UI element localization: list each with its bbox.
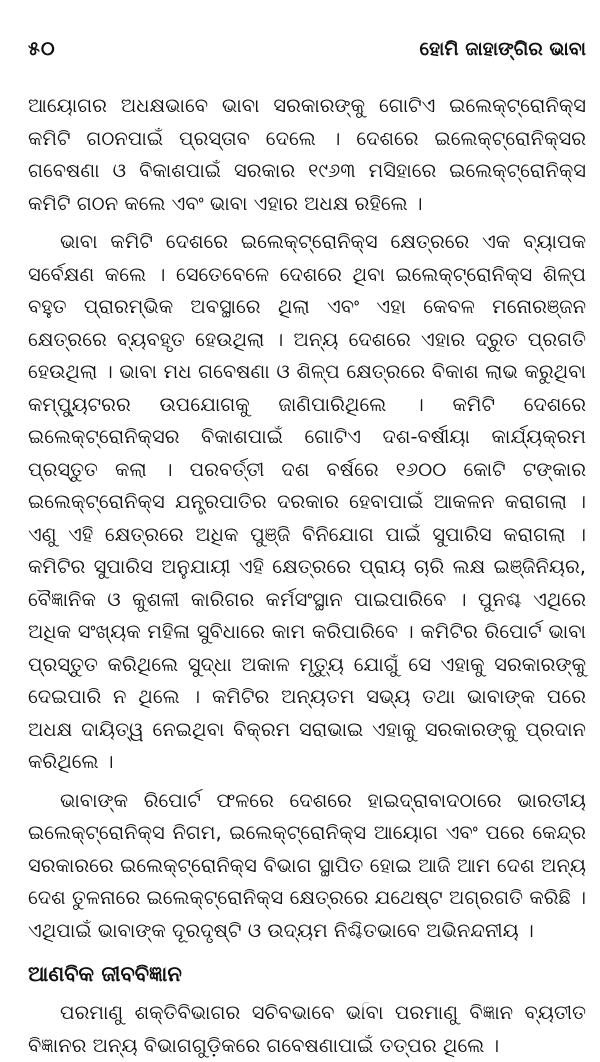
page-number: ୫୦ <box>28 38 56 60</box>
stray-ink-mark <box>362 1002 369 1013</box>
body-text <box>28 90 586 1062</box>
running-title: ହୋମି ଜାହାଙ୍ଗିର ଭାବା <box>419 38 586 60</box>
paragraph-1: ଆୟୋଗର ଅଧକ୍ଷଭାବେ ଭାବା ସରକାରଙ୍କୁ ଗୋଟିଏ ଇଲେକ୍‌ଟ୍ରୋନିକ୍‌ସ କମିଟି ଗଠନପାଇଁ ପ୍ରସ୍ତାବ ଦେଲେ । ଦେଶରେ ଇଲେକ୍‌ଟ୍ରୋନିକ୍‌ସର ଗବେଷଣା ଓ ବିକାଶପାଇଁ ସରକାର ୧୯୬୩ ମସିହାରେ ଇଲେକ୍‌ଟ୍ରୋନିକ୍‌ସ କମିଟି ଗଠନ କଲେ ଏବଂ ଭାବା ଏହାର ଅଧକ୍ଷ ରହିଲେ । <box>28 94 586 215</box>
paragraph-2: ଭାବା କମିଟି ଦେଶରେ ଇଲେକ୍‌ଟ୍ରୋନିକ୍‌ସ କ୍ଷେତ୍ରରେ ଏକ ବ୍ୟାପକ ସର୍ବେକ୍ଷଣ କଲେ । ସେତେବେଳେ ଦେଶରେ ଥିବା ଇଲେକ୍‌ଟ୍ରୋନିକ୍‌ସ ଶିଳ୍ପ ବହୁତ ପ୍ରାରମ୍ଭିକ ଅବସ୍ଥାରେ ଥିଲା ଏବଂ ଏହା କେବଳ ମନୋରଞ୍ଜନ କ୍ଷେତ୍ରରେ ବ୍ୟବହୃତ ହେଉଥିଲା । ଅନ୍ୟ ଦେଶରେ ଏହାର ଦ୍ରୁତ ପ୍ରଗତି ହେଉଥିଲା । ଭାବା ମଧ ଗବେଷଣା ଓ ଶିଳ୍ପ କ୍ଷେତ୍ରରେ ବିକାଶ ଲାଭ କରୁଥିବା କମ୍ପ୍ୟୁଟରର ଉପଯୋଗକୁ ଜାଣିପାରିଥିଲେ । କମିଟି ଦେଶରେ ଇଲେକ୍‌ଟ୍ରୋନିକ୍‌ସର ବିକାଶପାଇଁ ଗୋଟିଏ ଦଶ-ବର୍ଷୀୟା କାର୍ଯ୍ୟକ୍ରମ ପ୍ରସ୍ତୁତ କଲା । ପରବର୍ତ୍ତୀ ଦଶ ବର୍ଷରେ ୧୬୦୦ କୋଟି ଟଙ୍କାର ଇଲେକ୍‌ଟ୍ରୋନିକ୍‌ସ ଯନ୍ତ୍ରପାତିର ଦରକାର ହେବାପାଇଁ ଆକଳନ କରାଗଲା । ଏଣୁ ଏହି କ୍ଷେତ୍ରରେ ଅଧିକ ପୁଞ୍ଜି ବିନିଯୋଗ ପାଇଁ ସୁପାରିସ କରାଗଲା । କମିଟିର ସୁପାରିସ ଅନୁଯାୟୀ ଏହି କ୍ଷେତ୍ରରେ ପ୍ରାୟ ଚାରି ଲକ୍ଷ ଇଞ୍ଜିନିୟର, ବୈଜ୍ଞାନିକ ଓ କୁଶଳୀ କାରିଗର କର୍ମସଂସ୍ଥାନ ପାଇପାରିବେ । ପୁନଶ୍ଚ ଏଥିରେ ଅଧିକ ସଂଖ୍ୟକ ମହିଳା ସୁବିଧାରେ କାମ କରିପାରିବେ । କମିଟିର ରିପୋର୍ଟ ଭାବା ପ୍ରସ୍ତୁତ କରିଥିଲେ ସୁଦ୍ଧା ଅକାଳ ମୃତ୍ୟୁ ଯୋଗୁଁ ସେ ଏହାକୁ ସରକାରଙ୍କୁ ଦେଇପାରି ନ ଥିଲେ । କମିଟିର ଅନ୍ୟତମ ସଭ୍ୟ ତଥା ଭାବାଙ୍କ ପରେ ଅଧକ୍ଷ ଦାୟିତ୍ୱ ନେଇଥିବା ବିକ୍ରମ ସରାଭାଇ ଏହାକୁ ସରକାରଙ୍କୁ ପ୍ରଦାନ କରିଥିଲେ । <box>28 230 586 773</box>
paragraph-3: ଭାବାଙ୍କ ରିପୋର୍ଟ ଫଳରେ ଦେଶରେ ହାଇଦ୍ରାବାଦଠାରେ ଭାରତୀୟ ଇଲେକ୍‌ଟ୍ରୋନିକ୍‌ସ ନିଗମ, ଇଲେକ୍‌ଟ୍ରୋନିକ୍‌ସ ଆୟୋଗ ଏବଂ ପରେ କେନ୍ଦ୍ର ସରକାରରେ ଇଲେକ୍‌ଟ୍ରୋନିକ୍‌ସ ବିଭାଗ ସ୍ଥାପିତ ହୋଇ ଆଜି ଆମ ଦେଶ ଅନ୍ୟ ଦେଶ ତୁଳନାରେ ଇଲେକ୍‌ଟ୍ରୋନିକ୍‌ସ କ୍ଷେତ୍ରରେ ଯଥେଷ୍ଟ ଅଗ୍ରଗତି କରିଛି । ଏଥିପାଇଁ ଭାବାଙ୍କ ଦୂରଦୃଷ୍ଟି ଓ ଉଦ୍ୟମ ନିଶ୍ଚିତଭାବେ ଅଭିନନ୍ଦନୀୟ । <box>28 788 586 942</box>
section-heading: ଆଣବିକ ଜୀବବିଜ୍ଞାନ <box>28 962 182 986</box>
running-header <box>28 38 586 90</box>
section-paragraph: ପରମାଣୁ ଶକ୍ତିବିଭାଗର ସଚିବଭାବେ ଭାବା ପରମାଣୁ ବିଜ୍ଞାନ ବ୍ୟତୀତ ବିଜ୍ଞାନର ଅନ୍ୟ ବିଭାଗଗୁଡ଼ିକରେ ଗବେଷଣାପାଇଁ ତତ୍ପର ଥିଲେ । <box>28 1001 586 1057</box>
